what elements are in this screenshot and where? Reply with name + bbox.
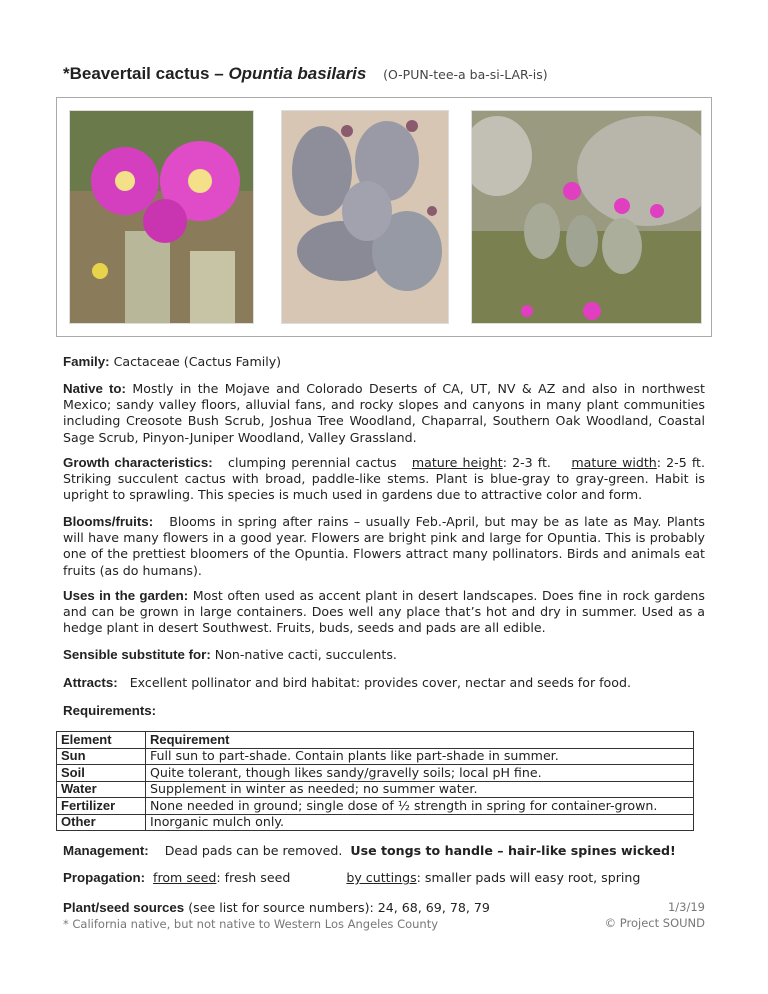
family-section xyxy=(63,354,705,370)
management-label: Management: xyxy=(63,843,149,858)
row-element: Sun xyxy=(57,748,146,765)
family-text: Cactaceae (Cactus Family) xyxy=(113,354,282,369)
table-header-row xyxy=(57,732,694,749)
growth-habit: clumping perennial cactus xyxy=(228,455,397,470)
row-requirement: Full sun to part-shade. Contain plants like part-shade in summer. xyxy=(146,748,694,765)
sources-label: Plant/seed sources xyxy=(63,900,185,915)
propagation-section xyxy=(63,870,705,886)
substitute-label: Sensible substitute for: xyxy=(63,647,211,662)
row-requirement: Supplement in winter as needed; no summer water. xyxy=(146,781,694,798)
row-element: Other xyxy=(57,814,146,831)
native-label: Native to: xyxy=(63,381,126,396)
common-name: Beavertail cactus xyxy=(69,64,210,83)
growth-label: Growth characteristics: xyxy=(63,455,213,470)
sources-line xyxy=(63,900,705,915)
photo-strip xyxy=(56,97,712,337)
native-text: Mostly in the Mojave and Colorado Deserts of CA, UT, NV & AZ and also in northwest Mexico; sandy valley floors, alluvial fans, and rocky slopes and canyons in many plant communities including Creosote Bush Scrub, Joshua Tree Woodland, Chaparral, Southern Oak Woodland, Coastal Sage Scrub, Pinyon-Juniper Woodland, Valley Grassland. xyxy=(63,381,705,445)
growth-text: Striking succulent cactus with broad, paddle-like stems. Plant is blue-gray to gray-green. Habit is upright to sprawling. This species is much used in gardens due to attractive color and form. xyxy=(63,471,705,503)
requirements-heading xyxy=(63,703,705,719)
substitute-text: Non-native cacti, succulents. xyxy=(214,647,397,662)
landscape-photo xyxy=(471,110,702,324)
header-element: Element xyxy=(57,732,146,749)
flower-photo xyxy=(69,110,254,324)
row-element: Water xyxy=(57,781,146,798)
copyright: © Project SOUND xyxy=(604,916,705,930)
attracts-text: Excellent pollinator and bird habitat: provides cover, nectar and seeds for food. xyxy=(129,675,631,690)
uses-text: Most often used as accent plant in desert landscapes. Does fine in rock gardens and can be grown in large containers. Does well any place that’s hot and dry in summer. Used as a hedge plant in desert Southwest. Fruits, buds, seeds and pads are all edible. xyxy=(63,588,705,636)
table-row xyxy=(57,781,694,798)
pronunciation: (O-PUN-tee-a ba-si-LAR-is) xyxy=(383,67,548,82)
page-title xyxy=(63,64,548,84)
footer-line xyxy=(63,916,705,931)
sources-text: (see list for source numbers): 24, 68, 69, 78, 79 xyxy=(188,900,490,915)
substitute-section xyxy=(63,647,705,663)
attracts-section xyxy=(63,675,705,691)
width-label: mature width xyxy=(571,455,657,470)
title-dash: – xyxy=(214,64,224,83)
row-requirement: None needed in ground; single dose of ½ strength in spring for container-grown. xyxy=(146,798,694,815)
height-value: : 2-3 ft. xyxy=(502,455,551,470)
blooms-section xyxy=(63,514,705,579)
management-text: Dead pads can be removed. xyxy=(164,843,343,858)
cuttings-text: : smaller pads will easy root, spring xyxy=(416,870,641,885)
row-element: Soil xyxy=(57,765,146,782)
seed-text: : fresh seed xyxy=(216,870,291,885)
uses-label: Uses in the garden: xyxy=(63,588,189,603)
height-label: mature height xyxy=(411,455,503,470)
table-row xyxy=(57,814,694,831)
native-section xyxy=(63,381,705,446)
footer-note: * California native, but not native to Western Los Angeles County xyxy=(63,917,439,931)
width-value: : 2-5 ft. xyxy=(656,455,705,470)
cuttings-label: by cuttings xyxy=(346,870,417,885)
requirements-table xyxy=(56,731,694,831)
management-section xyxy=(63,843,705,859)
title-asterisk: * xyxy=(63,64,70,83)
row-element: Fertilizer xyxy=(57,798,146,815)
attracts-label: Attracts: xyxy=(63,675,118,690)
management-warning: Use tongs to handle – hair-like spines wicked! xyxy=(350,843,676,858)
header-requirement: Requirement xyxy=(146,732,694,749)
requirements-label: Requirements: xyxy=(63,703,157,718)
pads-photo xyxy=(281,110,449,324)
uses-section xyxy=(63,588,705,637)
blooms-text: Blooms in spring after rains – usually Feb.-April, but may be as late as May. Plants will have many flowers in a good year. Flowers are bright pink and large for Opuntia. This is probably one of the prettiest bloomers of the Opuntia. Flowers attract many pollinators. Birds and animals eat fruits (as do humans). xyxy=(63,514,705,578)
row-requirement: Quite tolerant, though likes sandy/gravelly soils; local pH fine. xyxy=(146,765,694,782)
date: 1/3/19 xyxy=(667,900,705,914)
row-requirement: Inorganic mulch only. xyxy=(146,814,694,831)
seed-label: from seed xyxy=(153,870,217,885)
table-row xyxy=(57,765,694,782)
propagation-label: Propagation: xyxy=(63,870,145,885)
table-row xyxy=(57,798,694,815)
scientific-name: Opuntia basilaris xyxy=(228,64,367,83)
blooms-label: Blooms/fruits: xyxy=(63,514,154,529)
growth-section xyxy=(63,455,705,504)
family-label: Family: xyxy=(63,354,110,369)
table-row xyxy=(57,748,694,765)
